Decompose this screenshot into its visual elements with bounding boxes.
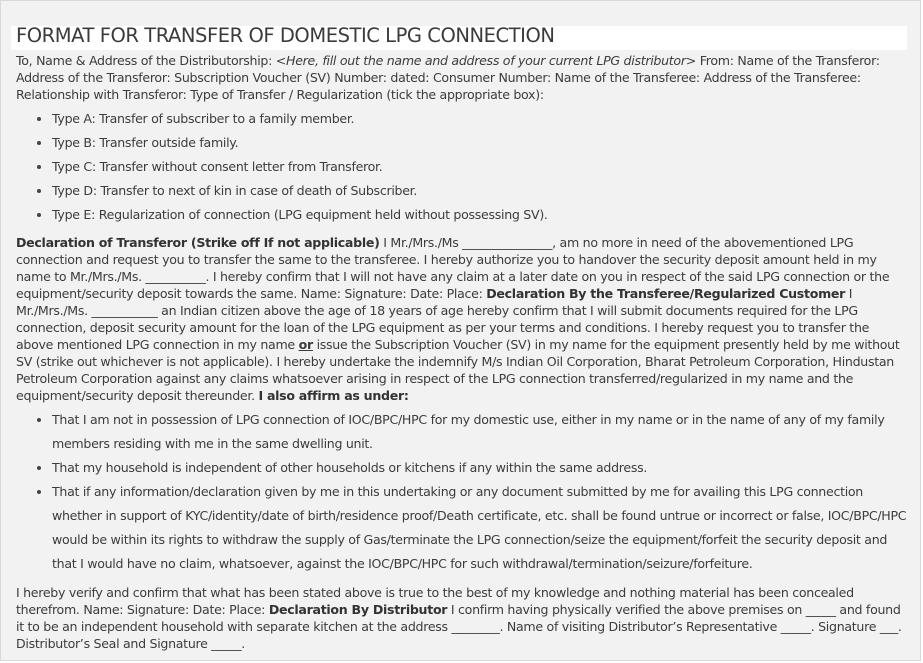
list-item: Type A: Transfer of subscriber to a family member.	[52, 107, 912, 131]
verification-text: I hereby verify and confirm that what has been stated above is true to the best of my knowledge and nothing material has been concealed therefrom. Name: Signature: Date: Place:	[16, 585, 854, 617]
page-title: FORMAT FOR TRANSFER OF DOMESTIC LPG CONNECTION	[16, 24, 555, 47]
transferee-heading: Declaration By the Transferee/Regularized Customer	[486, 286, 846, 301]
transferor-text: I Mr./Mrs./Ms _______________, am no more in need of the abovementioned LPG connection and request you to transfer the same to the transferee. I hereby authorize you to handover the security deposit amount held in my name to Mr./Mrs./Ms. __________. I hereby confirm that I will not have any claim at a later date on you in respect of the said LPG connection or the equipment/security deposit towards the same. Name: Signature: Date: Place:	[16, 235, 890, 301]
list-item: That if any information/declaration given by me in this undertaking or any document submitted by me for availing this LPG connection whether in support of KYC/identity/date of birth/residence proof/Death certificate, etc. shall be found untrue or incorrect or false, IOC/BPC/HPC would be within its rights to withdraw the supply of Gas/terminate the LPG connection/seize the equipment/forfeit the security deposit and that I would have no claim, whatsoever, against the IOC/BPC/HPC for such withdrawal/termination/seizure/forfeiture.	[52, 480, 912, 576]
intro-text-cont: > From: Name of the Transferor: Address of the Transferor: Subscription Voucher (SV) Number: dated: Consumer Number: Name of the Transferee: Address of the Transferee: Relationship with Transferor: Type of Transfer / Regularization (tick the appropriate box):	[16, 53, 880, 102]
transfer-type-list	[52, 107, 912, 227]
transferee-text: I Mr./Mrs./Ms. ___________ an Indian citizen above the age of 18 years of age hereby confirm that I will submit documents required for the LPG connection, deposit security amount for the loan of the LPG equipment as per your terms and conditions. I hereby request you to transfer the above mentioned LPG connection in my name	[16, 286, 870, 352]
affirm-heading: I also affirm as under:	[258, 388, 409, 403]
declaration-paragraph	[16, 234, 906, 404]
intro-italic-hint: Here, fill out the name and address of your current LPG distributor	[286, 53, 686, 68]
list-item: Type C: Transfer without consent letter from Transferor.	[52, 155, 912, 179]
list-item: Type E: Regularization of connection (LPG equipment held without possessing SV).	[52, 203, 912, 227]
list-item: Type D: Transfer to next of kin in case of death of Subscriber.	[52, 179, 912, 203]
intro-text: To, Name & Address of the Distributorship: <	[16, 53, 287, 68]
transferor-heading: Declaration of Transferor (Strike off If not applicable)	[16, 235, 380, 250]
transferee-text-cont: issue the Subscription Voucher (SV) in my name for the equipment presently held by me without SV (strike out whichever is not applicable). I hereby undertake the indemnify M/s Indian Oil Corporation, Bharat Petroleum Corporation, Hindustan Petroleum Corporation against any claims whatsoever arising in respect of the LPG connection transferred/regularized in my name and the equipment/security deposit thereunder.	[16, 337, 900, 403]
distributor-heading: Declaration By Distributor	[268, 602, 448, 617]
list-item: That I am not in possession of LPG connection of IOC/BPC/HPC for my domestic use, either in my name or in the name of any of my family members residing with me in the same dwelling unit.	[52, 408, 912, 456]
affirmation-list	[52, 408, 912, 576]
or-word: or	[298, 337, 313, 352]
intro-paragraph	[16, 52, 906, 103]
verification-paragraph	[16, 584, 906, 652]
distributor-text: I confirm having physically verified the above premises on _____ and found it to be an independent household with separate kitchen at the address ________. Name of visiting Distributor’s Representative _____. Signature ___. Distributor’s Seal and Signature _____.	[16, 602, 902, 651]
list-item: Type B: Transfer outside family.	[52, 131, 912, 155]
list-item: That my household is independent of other households or kitchens if any within the same address.	[52, 456, 912, 480]
